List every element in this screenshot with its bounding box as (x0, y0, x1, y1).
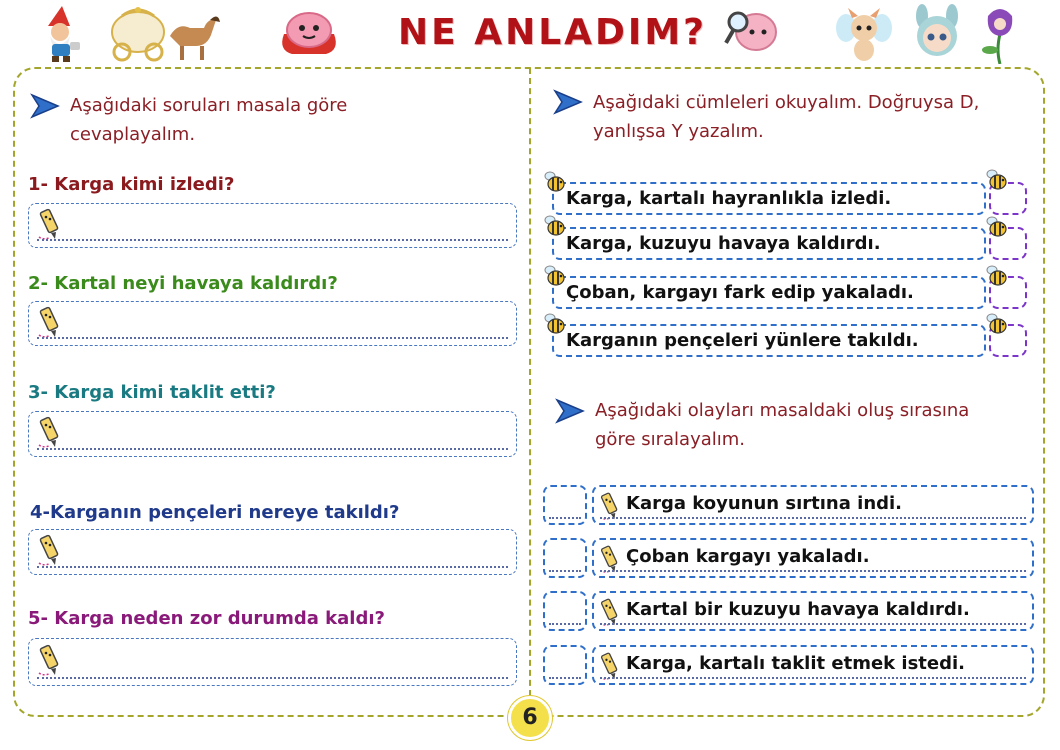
right-instruction-ordering: Aşağıdaki olayları masaldaki oluş sırasına göre sıralayalım. (595, 400, 970, 450)
order-box-1[interactable] (543, 485, 587, 525)
order-box-4[interactable] (543, 645, 587, 685)
question-3: 3- Karga kimi taklit etti? (28, 382, 276, 403)
event-1-text: Karga koyunun sırtına indi. (626, 493, 903, 514)
pencil-icon (37, 415, 63, 449)
bee-icon (985, 264, 1009, 288)
header (0, 0, 1060, 68)
bee-icon (543, 214, 567, 238)
order-box-3[interactable] (543, 591, 587, 631)
event-3 (592, 591, 1034, 631)
arrow-icon (555, 398, 585, 424)
page-title: NE ANLADIM? (398, 12, 708, 53)
statement-3: Çoban, kargayı fark edip yakaladı. (552, 276, 986, 309)
event-4 (592, 645, 1034, 685)
page-number: 6 (508, 696, 552, 740)
pencil-icon (37, 207, 63, 241)
question-4: 4-Karganın pençeleri nereye takıldı? (30, 502, 400, 523)
statement-2: Karga, kuzuyu havaya kaldırdı. (552, 227, 986, 260)
pencil-icon (37, 643, 63, 677)
bee-icon (543, 312, 567, 336)
arrow-icon (30, 93, 60, 119)
statement-1: Karga, kartalı hayranlıkla izledi. (552, 182, 986, 215)
carriage-icon (100, 6, 225, 62)
event-2 (592, 538, 1034, 578)
bunny-girl-icon (910, 4, 964, 62)
fairy-dragon-icon (836, 6, 892, 62)
question-5: 5- Karga neden zor durumda kaldı? (28, 608, 385, 629)
brain-magnifier-icon (724, 6, 778, 56)
arrow-icon (553, 89, 583, 115)
answer-box-2[interactable] (28, 301, 517, 346)
left-instruction: Aşağıdaki soruları masala göre cevaplayalım. (70, 95, 348, 145)
answer-box-4[interactable] (28, 529, 517, 575)
question-1: 1- Karga kimi izledi? (28, 174, 235, 195)
flower-fairy-icon (980, 4, 1020, 64)
column-divider (529, 68, 531, 716)
statement-4: Karganın pençeleri yünlere takıldı. (552, 324, 986, 357)
event-3-text: Kartal bir kuzuyu havaya kaldırdı. (626, 599, 970, 620)
bee-icon (985, 312, 1009, 336)
gnome-icon (40, 4, 84, 64)
right-instruction-true-false: Aşağıdaki cümleleri okuyalım. Doğruysa D, yanlışsa Y yazalım. (593, 92, 980, 142)
answer-box-1[interactable] (28, 203, 517, 248)
event-2-text: Çoban kargayı yakaladı. (626, 546, 870, 567)
brain-hero-icon (278, 10, 340, 56)
question-2: 2- Kartal neyi havaya kaldırdı? (28, 273, 338, 294)
bee-icon (985, 168, 1009, 192)
pencil-icon (37, 305, 63, 339)
bee-icon (543, 170, 567, 194)
answer-box-3[interactable] (28, 411, 517, 457)
answer-box-5[interactable] (28, 638, 517, 686)
bee-icon (985, 215, 1009, 239)
pencil-icon (37, 533, 63, 567)
order-box-2[interactable] (543, 538, 587, 578)
event-4-text: Karga, kartalı taklit etmek istedi. (626, 653, 965, 674)
bee-icon (543, 264, 567, 288)
event-1 (592, 485, 1034, 525)
